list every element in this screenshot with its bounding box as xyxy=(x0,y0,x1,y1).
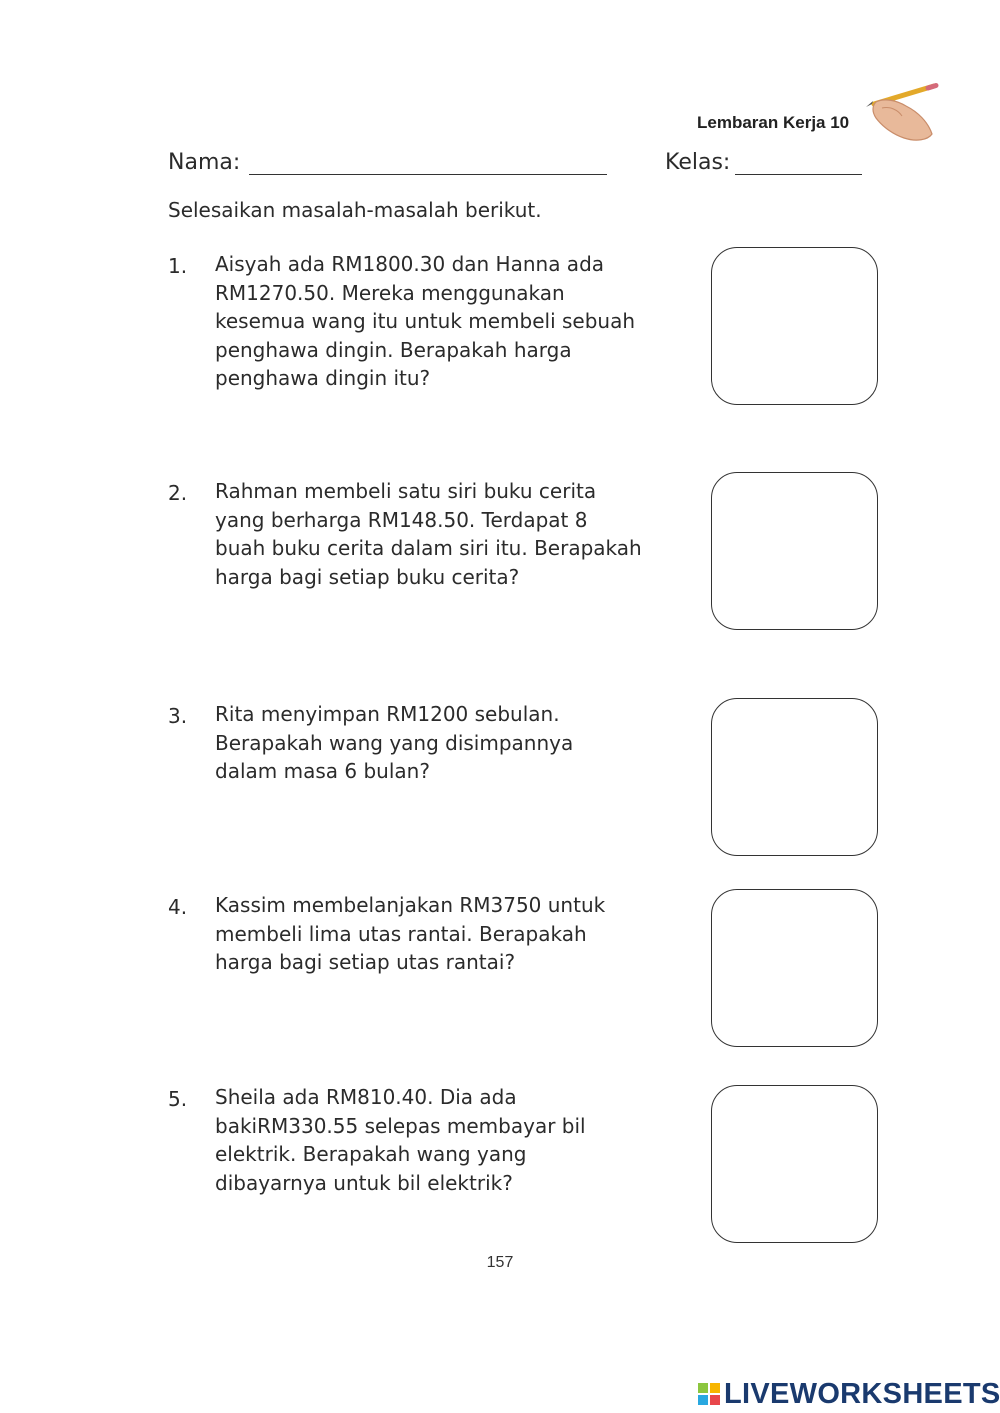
class-label: Kelas: xyxy=(665,150,731,175)
question-4-answer-box[interactable] xyxy=(711,889,878,1047)
page-number: 157 xyxy=(486,1254,514,1271)
hand-writing-pencil-icon xyxy=(862,82,942,144)
question-5-number: 5. xyxy=(168,1087,188,1111)
question-2-number: 2. xyxy=(168,481,188,505)
class-field[interactable] xyxy=(735,174,862,175)
question-1-text: Aisyah ada RM1800.30 dan Hanna ada RM1270.50. Mereka menggunakan kesemua wang itu untuk membeli sebuah penghawa dingin. Berapakah harga penghawa dingin itu? xyxy=(215,252,636,390)
question-5-answer-box[interactable] xyxy=(711,1085,878,1243)
worksheet-title: Lembaran Kerja 10 xyxy=(697,113,850,132)
name-field[interactable] xyxy=(249,174,607,175)
question-1-answer-box[interactable] xyxy=(711,247,878,405)
liveworksheets-logo-icon xyxy=(697,1382,721,1406)
question-4-number: 4. xyxy=(168,895,188,919)
question-5-text: Sheila ada RM810.40. Dia ada bakiRM330.55 selepas membayar bil elektrik. Berapakah wang yang dibayarnya untuk bil elektrik? xyxy=(215,1085,586,1195)
liveworksheets-brand[interactable] xyxy=(697,1379,1000,1409)
question-3-answer-box[interactable] xyxy=(711,698,878,856)
question-3-text: Rita menyimpan RM1200 sebulan. Berapakah wang yang disimpannya dalam masa 6 bulan? xyxy=(215,702,574,783)
brand-name: LIVEWORKSHEETS xyxy=(724,1377,1000,1410)
question-4-text: Kassim membelanjakan RM3750 untuk membeli lima utas rantai. Berapakah harga bagi setiap utas rantai? xyxy=(215,893,606,974)
question-2-text: Rahman membeli satu siri buku cerita yang berharga RM148.50. Terdapat 8 buah buku cerita dalam siri itu. Berapakah harga bagi setiap buku cerita? xyxy=(215,479,642,589)
name-label: Nama: xyxy=(168,150,241,175)
question-2-answer-box[interactable] xyxy=(711,472,878,630)
question-1-number: 1. xyxy=(168,254,188,278)
question-3-number: 3. xyxy=(168,704,188,728)
instructions-text: Selesaikan masalah-masalah berikut. xyxy=(168,198,542,222)
